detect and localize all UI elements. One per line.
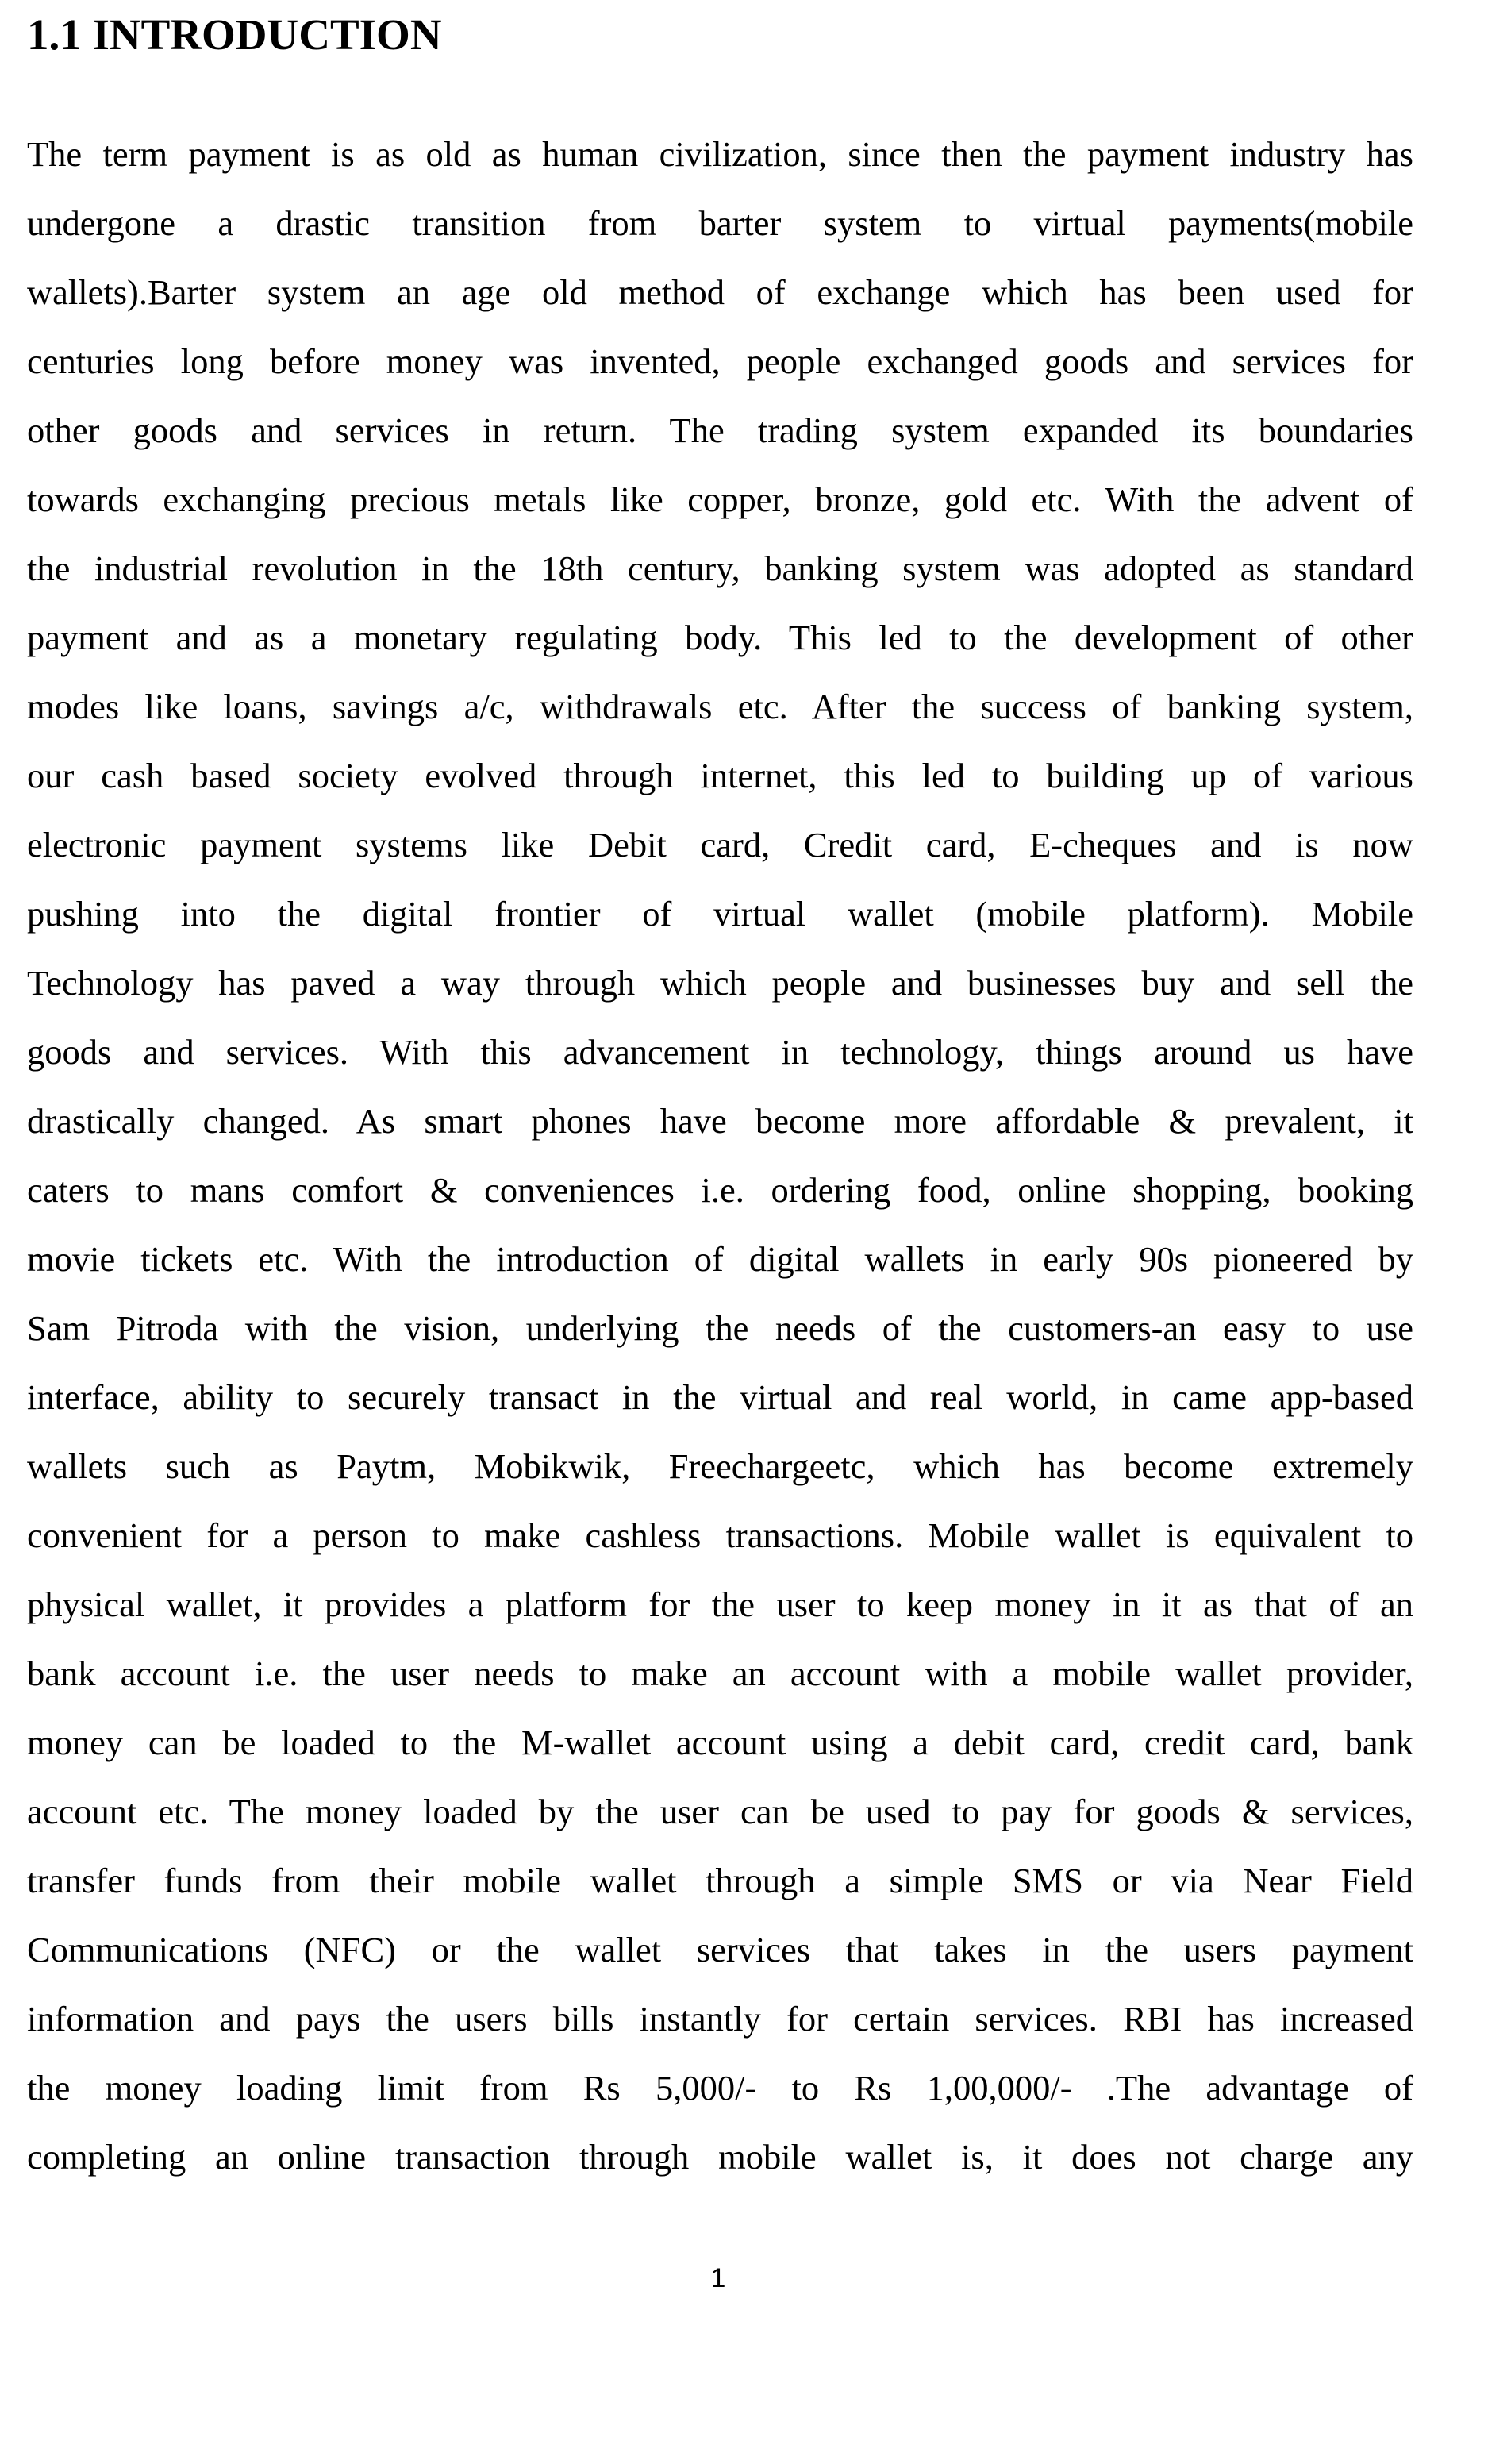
paragraph-line: electronic payment systems like Debit card, Credit card, E-cheques and is now: [27, 825, 1413, 864]
paragraph-line: Technology has paved a way through which people and businesses buy and sell the: [27, 963, 1413, 1003]
paragraph-line: bank account i.e. the user needs to make an account with a mobile wallet provider,: [27, 1654, 1413, 1693]
paragraph-line: transfer funds from their mobile wallet through a simple SMS or via Near Field: [27, 1861, 1413, 1900]
paragraph-line: completing an online transaction through mobile wallet is, it does not charge any: [27, 2137, 1413, 2177]
section-heading: 1.1 INTRODUCTION: [27, 10, 442, 59]
paragraph-line: wallets such as Paytm, Mobikwik, Freechargeetc, which has become extremely: [27, 1446, 1413, 1486]
paragraph-line: interface, ability to securely transact in the virtual and real world, in came app-based: [27, 1377, 1413, 1417]
paragraph-line: our cash based society evolved through internet, this led to building up of various: [27, 756, 1413, 795]
paragraph-line: movie tickets etc. With the introduction of digital wallets in early 90s pioneered by: [27, 1239, 1413, 1279]
paragraph-line: wallets).Barter system an age old method of exchange which has been used for: [27, 272, 1413, 312]
paragraph-line: undergone a drastic transition from barter system to virtual payments(mobile: [27, 203, 1413, 243]
paragraph-line: Communications (NFC) or the wallet services that takes in the users payment: [27, 1930, 1413, 1969]
introduction-paragraph: [27, 120, 1413, 2192]
paragraph-line: information and pays the users bills instantly for certain services. RBI has increased: [27, 1999, 1413, 2039]
page-number: 1: [710, 2263, 726, 2293]
paragraph-line: payment and as a monetary regulating body. This led to the development of other: [27, 618, 1413, 657]
paragraph-line: physical wallet, it provides a platform for the user to keep money in it as that of an: [27, 1584, 1413, 1624]
paragraph-line: convenient for a person to make cashless transactions. Mobile wallet is equivalent to: [27, 1515, 1413, 1555]
paragraph-line: other goods and services in return. The trading system expanded its boundaries: [27, 410, 1413, 450]
paragraph-line: drastically changed. As smart phones have become more affordable & prevalent, it: [27, 1101, 1413, 1141]
paragraph-line: towards exchanging precious metals like copper, bronze, gold etc. With the advent of: [27, 479, 1413, 519]
paragraph-line: account etc. The money loaded by the user can be used to pay for goods & services,: [27, 1792, 1413, 1831]
paragraph-line: the money loading limit from Rs 5,000/- to Rs 1,00,000/- .The advantage of: [27, 2068, 1413, 2108]
paragraph-line: the industrial revolution in the 18th century, banking system was adopted as standard: [27, 549, 1413, 588]
paragraph-line: pushing into the digital frontier of virtual wallet (mobile platform). Mobile: [27, 894, 1413, 934]
paragraph-line: centuries long before money was invented, people exchanged goods and services for: [27, 341, 1413, 381]
paragraph-line: caters to mans comfort & conveniences i.e. ordering food, online shopping, booking: [27, 1170, 1413, 1210]
paragraph-line: modes like loans, savings a/c, withdrawals etc. After the success of banking system,: [27, 687, 1413, 726]
paragraph-line: goods and services. With this advancement in technology, things around us have: [27, 1032, 1413, 1072]
paragraph-line: The term payment is as old as human civilization, since then the payment industry has: [27, 134, 1413, 174]
paragraph-line: Sam Pitroda with the vision, underlying the needs of the customers-an easy to use: [27, 1308, 1413, 1348]
paragraph-line: money can be loaded to the M-wallet account using a debit card, credit card, bank: [27, 1723, 1413, 1762]
